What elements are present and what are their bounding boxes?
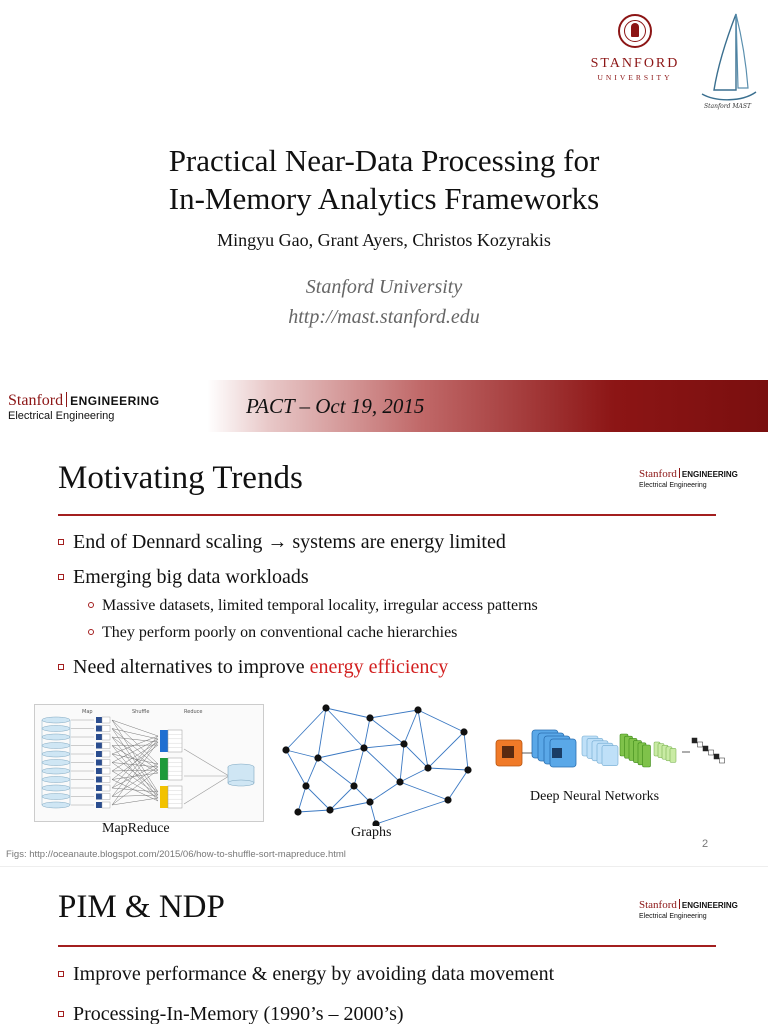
graph-figure bbox=[278, 704, 478, 826]
mapreduce-caption: MapReduce bbox=[102, 821, 170, 836]
bullet-big-data: Emerging big data workloads bbox=[58, 566, 309, 589]
slide-title: Motivating Trends bbox=[58, 460, 303, 496]
stanford-engineering-logo: Stanford ENGINEERING Electrical Engineering bbox=[8, 392, 160, 422]
stanford-seal-icon bbox=[618, 14, 652, 48]
mast-caption: Stanford MAST bbox=[704, 103, 752, 110]
motivating-trends-slide bbox=[0, 436, 768, 866]
bullet-energy: Need alternatives to improve energy efficiency bbox=[58, 656, 448, 679]
bullet-performance: Improve performance & energy by avoiding data movement bbox=[58, 963, 554, 986]
presentation-title: Practical Near-Data Processing for In-Memory Analytics Frameworks bbox=[168, 143, 600, 216]
authors: Mingyu Gao, Grant Ayers, Christos Kozyrakis bbox=[217, 230, 551, 250]
logo-sub: UNIVERSITY bbox=[597, 73, 673, 82]
stanford-university-logo bbox=[578, 14, 692, 94]
graphs-caption: Graphs bbox=[351, 825, 392, 840]
slide-title: PIM & NDP bbox=[58, 889, 225, 925]
affiliation: Stanford University bbox=[305, 276, 463, 298]
mast-sailboat-logo bbox=[696, 10, 760, 110]
title-slide bbox=[0, 0, 768, 436]
bullet-dennard: End of Dennard scaling → systems are energy limited bbox=[58, 531, 506, 554]
sub-bullet-datasets: Massive datasets, limited temporal locality, irregular access patterns bbox=[88, 597, 538, 615]
stanford-engineering-logo-small: Stanford ENGINEERING Electrical Engineering bbox=[639, 468, 738, 489]
title-rule bbox=[58, 514, 716, 516]
sub-bullet-cache: They perform poorly on conventional cache hierarchies bbox=[88, 624, 457, 642]
mr-label-reduce: Reduce bbox=[184, 709, 203, 715]
dnn-figure bbox=[494, 726, 728, 786]
figure-credit: Figs: http://oceanaute.blogspot.com/2015/06/how-to-shuffle-sort-mapreduce.html bbox=[6, 849, 346, 860]
conference-date: PACT – Oct 19, 2015 bbox=[246, 394, 425, 418]
dnn-caption: Deep Neural Networks bbox=[530, 789, 660, 804]
mr-label-map: Map bbox=[82, 709, 93, 715]
mapreduce-figure bbox=[34, 704, 264, 822]
pim-ndp-slide bbox=[0, 866, 768, 1024]
page-number: 2 bbox=[702, 838, 709, 850]
bullet-pim: Processing-In-Memory (1990’s – 2000’s) bbox=[58, 1003, 404, 1024]
mr-label-shuffle: Shuffle bbox=[132, 709, 150, 715]
stanford-engineering-logo-small: Stanford ENGINEERING Electrical Engineering bbox=[639, 899, 738, 920]
affiliation-block bbox=[0, 272, 768, 332]
url: http://mast.stanford.edu bbox=[288, 306, 480, 328]
logo-name: STANFORD bbox=[590, 56, 680, 71]
title-rule bbox=[58, 945, 716, 947]
